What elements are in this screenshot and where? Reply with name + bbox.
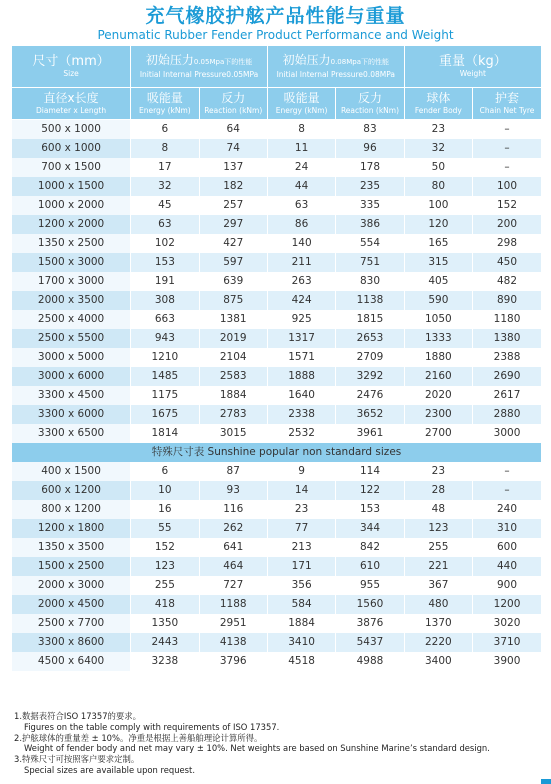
value-cell: 3292 [336, 367, 404, 386]
table-row [12, 215, 541, 234]
value-cell: 32 [131, 177, 199, 196]
value-cell: 1571 [267, 348, 335, 367]
value-cell: 480 [404, 595, 472, 614]
size-cell: 1200 x 2000 [12, 215, 131, 234]
value-cell: 32 [404, 139, 472, 158]
value-cell: 4518 [267, 652, 335, 671]
value-cell: 3020 [473, 614, 541, 633]
size-cell: 3300 x 6000 [12, 405, 131, 424]
value-cell: 1350 [131, 614, 199, 633]
table-row [12, 405, 541, 424]
value-cell: 315 [404, 253, 472, 272]
table-row [12, 481, 541, 500]
pressure-008-header: 初始压力0.08Mpa下的性能 Initial Internal Pressure0.08MPa [267, 46, 404, 88]
value-cell: 123 [131, 557, 199, 576]
value-cell: 262 [199, 519, 267, 538]
value-cell: 554 [336, 234, 404, 253]
value-cell: 153 [131, 253, 199, 272]
size-cell: 1200 x 1800 [12, 519, 131, 538]
value-cell: 6 [131, 120, 199, 140]
value-cell: 2690 [473, 367, 541, 386]
energy-008-header: 吸能量 Energy (kNm) [267, 88, 335, 120]
size-cell: 3300 x 6500 [12, 424, 131, 443]
value-cell: 2220 [404, 633, 472, 652]
value-cell: 96 [336, 139, 404, 158]
value-cell: 14 [267, 481, 335, 500]
value-cell: 890 [473, 291, 541, 310]
value-cell: 3400 [404, 652, 472, 671]
note-2-cn: 2.护舷球体的重量差 ± 10%。净重是根据上善船舶理论计算所得。 [14, 732, 263, 743]
value-cell: 213 [267, 538, 335, 557]
table-row [12, 424, 541, 443]
value-cell: 63 [131, 215, 199, 234]
value-cell: 386 [336, 215, 404, 234]
value-cell: 3710 [473, 633, 541, 652]
value-cell: 2700 [404, 424, 472, 443]
value-cell: 240 [473, 500, 541, 519]
size-cell: 2500 x 5500 [12, 329, 131, 348]
note-3-cn: 3.特殊尺寸可按照客户要求定制。 [14, 754, 140, 765]
table-row [12, 462, 541, 481]
table-row [12, 196, 541, 215]
table-row [12, 614, 541, 633]
value-cell: – [473, 158, 541, 177]
header-row-1 [12, 46, 541, 88]
note-3-en: Special sizes are available upon request. [24, 764, 195, 775]
value-cell: 100 [404, 196, 472, 215]
table-row [12, 272, 541, 291]
value-cell: 1188 [199, 595, 267, 614]
value-cell: 1380 [473, 329, 541, 348]
value-cell: – [473, 481, 541, 500]
value-cell: 900 [473, 576, 541, 595]
value-cell: 2160 [404, 367, 472, 386]
value-cell: 114 [336, 462, 404, 481]
value-cell: 221 [404, 557, 472, 576]
value-cell: 24 [267, 158, 335, 177]
value-cell: 1640 [267, 386, 335, 405]
value-cell: 152 [131, 538, 199, 557]
reaction-005-header: 反力 Reaction (kNm) [199, 88, 267, 120]
value-cell: 48 [404, 500, 472, 519]
value-cell: 727 [199, 576, 267, 595]
value-cell: 3410 [267, 633, 335, 652]
value-cell: 1814 [131, 424, 199, 443]
value-cell: 93 [199, 481, 267, 500]
weight-header: 重量（kg） Weight [404, 46, 541, 88]
table-row [12, 253, 541, 272]
value-cell: 2020 [404, 386, 472, 405]
pressure-005-header: 初始压力0.05Mpa下的性能 Initial Internal Pressure0.05MPa [131, 46, 268, 88]
value-cell: 308 [131, 291, 199, 310]
table-row [12, 595, 541, 614]
value-cell: 3000 [473, 424, 541, 443]
value-cell: 641 [199, 538, 267, 557]
size-cell: 1500 x 2500 [12, 557, 131, 576]
value-cell: 10 [131, 481, 199, 500]
size-cell: 500 x 1000 [12, 120, 131, 140]
size-cell: 700 x 1500 [12, 158, 131, 177]
value-cell: 1317 [267, 329, 335, 348]
value-cell: 211 [267, 253, 335, 272]
note-1-en: Figures on the table comply with requirements of ISO 17357. [24, 721, 280, 732]
value-cell: 83 [336, 120, 404, 140]
value-cell: 3238 [131, 652, 199, 671]
value-cell: 297 [199, 215, 267, 234]
value-cell: 200 [473, 215, 541, 234]
value-cell: 23 [404, 120, 472, 140]
value-cell: 1884 [199, 386, 267, 405]
value-cell: 1050 [404, 310, 472, 329]
value-cell: 3652 [336, 405, 404, 424]
value-cell: – [473, 120, 541, 140]
value-cell: 123 [404, 519, 472, 538]
value-cell: 1675 [131, 405, 199, 424]
value-cell: 55 [131, 519, 199, 538]
value-cell: 1138 [336, 291, 404, 310]
value-cell: 2388 [473, 348, 541, 367]
value-cell: 122 [336, 481, 404, 500]
size-cell: 1500 x 3000 [12, 253, 131, 272]
value-cell: 6 [131, 462, 199, 481]
reaction-008-header: 反力 Reaction (kNm) [336, 88, 404, 120]
value-cell: 263 [267, 272, 335, 291]
table-row [12, 158, 541, 177]
table-row [12, 367, 541, 386]
value-cell: 255 [404, 538, 472, 557]
value-cell: 182 [199, 177, 267, 196]
value-cell: 23 [404, 462, 472, 481]
value-cell: 2476 [336, 386, 404, 405]
value-cell: 842 [336, 538, 404, 557]
value-cell: 87 [199, 462, 267, 481]
value-cell: 3015 [199, 424, 267, 443]
value-cell: 1485 [131, 367, 199, 386]
size-cell: 1350 x 2500 [12, 234, 131, 253]
value-cell: 424 [267, 291, 335, 310]
value-cell: 356 [267, 576, 335, 595]
value-cell: 4138 [199, 633, 267, 652]
value-cell: 955 [336, 576, 404, 595]
value-cell: 418 [131, 595, 199, 614]
footnotes [14, 711, 544, 776]
value-cell: 2653 [336, 329, 404, 348]
value-cell: 663 [131, 310, 199, 329]
value-cell: 2532 [267, 424, 335, 443]
value-cell: 1888 [267, 367, 335, 386]
value-cell: 3961 [336, 424, 404, 443]
value-cell: 1180 [473, 310, 541, 329]
value-cell: 943 [131, 329, 199, 348]
table-row [12, 652, 541, 671]
size-cell: 1000 x 1500 [12, 177, 131, 196]
value-cell: 50 [404, 158, 472, 177]
value-cell: 137 [199, 158, 267, 177]
special-sizes-title: 特殊尺寸表 Sunshine popular non standard sizes [12, 443, 541, 462]
value-cell: 2104 [199, 348, 267, 367]
value-cell: 597 [199, 253, 267, 272]
value-cell: 2300 [404, 405, 472, 424]
value-cell: 600 [473, 538, 541, 557]
fender-performance-table [12, 46, 541, 671]
table-row [12, 348, 541, 367]
value-cell: 639 [199, 272, 267, 291]
value-cell: 16 [131, 500, 199, 519]
table-row [12, 519, 541, 538]
value-cell: 440 [473, 557, 541, 576]
value-cell: 2709 [336, 348, 404, 367]
value-cell: 875 [199, 291, 267, 310]
fender-body-header: 球体 Fender Body [404, 88, 472, 120]
table-row [12, 120, 541, 140]
dimension-header: 直径x长度 Diameter x Length [12, 88, 131, 120]
value-cell: 405 [404, 272, 472, 291]
value-cell: 4988 [336, 652, 404, 671]
value-cell: 102 [131, 234, 199, 253]
table-row [12, 538, 541, 557]
value-cell: 191 [131, 272, 199, 291]
value-cell: 178 [336, 158, 404, 177]
value-cell: 2783 [199, 405, 267, 424]
value-cell: 1815 [336, 310, 404, 329]
value-cell: 28 [404, 481, 472, 500]
value-cell: – [473, 139, 541, 158]
value-cell: 8 [267, 120, 335, 140]
value-cell: 86 [267, 215, 335, 234]
size-cell: 2500 x 4000 [12, 310, 131, 329]
size-header: 尺寸（mm） Size [12, 46, 131, 88]
size-cell: 800 x 1200 [12, 500, 131, 519]
value-cell: 2951 [199, 614, 267, 633]
table-row [12, 386, 541, 405]
value-cell: 2443 [131, 633, 199, 652]
value-cell: 298 [473, 234, 541, 253]
size-cell: 2500 x 7700 [12, 614, 131, 633]
value-cell: 235 [336, 177, 404, 196]
value-cell: 590 [404, 291, 472, 310]
value-cell: 3876 [336, 614, 404, 633]
value-cell: 310 [473, 519, 541, 538]
value-cell: 2338 [267, 405, 335, 424]
table-row [12, 139, 541, 158]
value-cell: 3796 [199, 652, 267, 671]
table-row [12, 576, 541, 595]
page-title-en: Penumatic Rubber Fender Product Performance and Weight [97, 28, 454, 42]
value-cell: 152 [473, 196, 541, 215]
value-cell: 464 [199, 557, 267, 576]
value-cell: 23 [267, 500, 335, 519]
table-row [12, 177, 541, 196]
table-row [12, 234, 541, 253]
value-cell: 63 [267, 196, 335, 215]
page-corner-tab [541, 779, 551, 784]
title-block [0, 0, 551, 42]
size-cell: 400 x 1500 [12, 462, 131, 481]
size-cell: 2000 x 4500 [12, 595, 131, 614]
size-cell: 2000 x 3000 [12, 576, 131, 595]
table-row [12, 557, 541, 576]
size-cell: 3000 x 6000 [12, 367, 131, 386]
energy-005-header: 吸能量 Energy (kNm) [131, 88, 199, 120]
value-cell: 2617 [473, 386, 541, 405]
value-cell: 5437 [336, 633, 404, 652]
value-cell: – [473, 462, 541, 481]
table-row [12, 310, 541, 329]
value-cell: 367 [404, 576, 472, 595]
size-cell: 1700 x 3000 [12, 272, 131, 291]
size-cell: 3300 x 8600 [12, 633, 131, 652]
value-cell: 925 [267, 310, 335, 329]
page-title-cn: 充气橡胶护舷产品性能与重量 [145, 5, 406, 27]
size-cell: 600 x 1000 [12, 139, 131, 158]
special-section [12, 443, 541, 462]
value-cell: 1880 [404, 348, 472, 367]
value-cell: 1381 [199, 310, 267, 329]
value-cell: 255 [131, 576, 199, 595]
value-cell: 17 [131, 158, 199, 177]
value-cell: 1560 [336, 595, 404, 614]
value-cell: 80 [404, 177, 472, 196]
value-cell: 77 [267, 519, 335, 538]
value-cell: 335 [336, 196, 404, 215]
size-cell: 1350 x 3500 [12, 538, 131, 557]
value-cell: 2880 [473, 405, 541, 424]
table-row [12, 500, 541, 519]
header-row-2 [12, 88, 541, 120]
value-cell: 64 [199, 120, 267, 140]
special-sizes-title-row [12, 443, 541, 462]
value-cell: 751 [336, 253, 404, 272]
size-cell: 2000 x 3500 [12, 291, 131, 310]
value-cell: 171 [267, 557, 335, 576]
size-cell: 3300 x 4500 [12, 386, 131, 405]
value-cell: 44 [267, 177, 335, 196]
value-cell: 8 [131, 139, 199, 158]
value-cell: 344 [336, 519, 404, 538]
table-row [12, 329, 541, 348]
size-cell: 3000 x 5000 [12, 348, 131, 367]
value-cell: 830 [336, 272, 404, 291]
value-cell: 1200 [473, 595, 541, 614]
value-cell: 3900 [473, 652, 541, 671]
size-cell: 1000 x 2000 [12, 196, 131, 215]
value-cell: 1175 [131, 386, 199, 405]
value-cell: 120 [404, 215, 472, 234]
size-cell: 4500 x 6400 [12, 652, 131, 671]
note-2-en: Weight of fender body and net may vary ± 10%. Net weights are based on Sunshine Marine’s standard design. [24, 743, 490, 754]
value-cell: 450 [473, 253, 541, 272]
value-cell: 1333 [404, 329, 472, 348]
value-cell: 153 [336, 500, 404, 519]
value-cell: 45 [131, 196, 199, 215]
special-sizes-body [12, 462, 541, 671]
standard-sizes-body [12, 120, 541, 444]
table-row [12, 291, 541, 310]
size-cell: 600 x 1200 [12, 481, 131, 500]
value-cell: 9 [267, 462, 335, 481]
value-cell: 1884 [267, 614, 335, 633]
value-cell: 116 [199, 500, 267, 519]
chain-net-header: 护套 Chain Net Tyre [473, 88, 541, 120]
value-cell: 427 [199, 234, 267, 253]
value-cell: 74 [199, 139, 267, 158]
value-cell: 2019 [199, 329, 267, 348]
value-cell: 610 [336, 557, 404, 576]
value-cell: 11 [267, 139, 335, 158]
value-cell: 100 [473, 177, 541, 196]
value-cell: 165 [404, 234, 472, 253]
value-cell: 584 [267, 595, 335, 614]
value-cell: 257 [199, 196, 267, 215]
value-cell: 1210 [131, 348, 199, 367]
value-cell: 1370 [404, 614, 472, 633]
value-cell: 2583 [199, 367, 267, 386]
note-1-cn: 1.数据表符合ISO 17357的要求。 [14, 711, 142, 721]
table-row [12, 633, 541, 652]
value-cell: 140 [267, 234, 335, 253]
value-cell: 482 [473, 272, 541, 291]
